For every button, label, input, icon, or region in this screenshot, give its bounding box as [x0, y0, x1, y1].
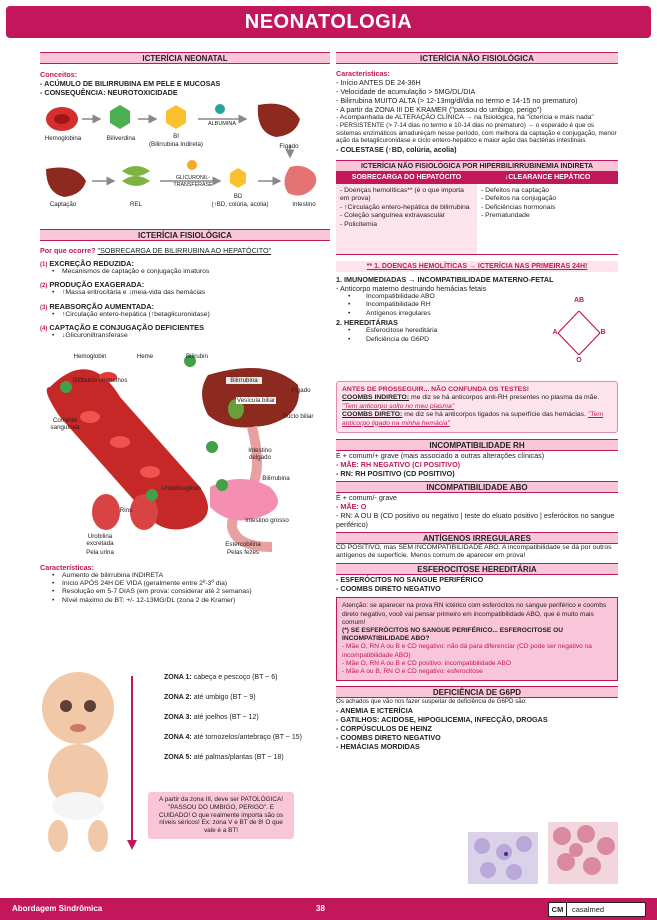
irreg-line-1: CD POSITIVO, mas SEM INCOMPATIBILIDADE ABO. A incompatibilidade se dá por outros antígenos de superfície. Menos comum de aparecer em prova! — [336, 544, 612, 560]
sobrecarga-3: - Coleção sanguínea extravascular — [340, 212, 446, 220]
nao-fisio-line-1: - Início ANTES DE 24-36H — [336, 78, 421, 87]
zone-3: ZONA 3: até joelhos (BT ~ 12) — [164, 714, 259, 721]
diaper-icon — [52, 792, 104, 820]
fisiologica-item-2 — [40, 280, 330, 297]
coombs-box — [336, 381, 618, 433]
hered-item-1: • Esferocitose hereditária — [336, 327, 618, 335]
liver-icon — [258, 104, 300, 137]
heinz-bodies-micrograph — [468, 832, 538, 884]
abo-line-1: É + comum/- grave — [336, 493, 397, 503]
imuno-item-3: • Antígenos irregulares — [336, 310, 618, 318]
fig-bilirrubina2: Bilirrubina — [262, 474, 290, 482]
item-bullet: • ↑Massa eritrocitária e ↓meia-vida das hemácias — [40, 289, 330, 297]
section-heading-nao-fisiologica: ICTERÍCIA NÃO FISIOLÓGICA — [336, 52, 618, 64]
esfero-box-3: - Mãe A ou B, RN O e CD negativo: esferocitose — [342, 668, 483, 676]
fig-estercobilina: Estercobilina — [225, 540, 261, 548]
item-number: (4) — [40, 326, 48, 333]
fig-bilirrubina-tag: Bilirrubina — [226, 377, 262, 384]
item-number: (1) — [40, 262, 48, 268]
item-bullet: • ↓Glicuroniltransferase — [40, 332, 330, 340]
nao-fisio-chars-label: Características: — [336, 69, 390, 78]
fig-hemoglobin: Hemoglobin — [73, 352, 107, 360]
nao-fisio-line-4: - A partir da ZONA III DE KRAMER ("passou do umbigo, perigo") — [336, 105, 542, 114]
fisiologica-item-1 — [40, 259, 330, 276]
g6pd-item-2: - GATILHOS: ACIDOSE, HIPOGLICEMIA, INFECÇÃO, DROGAS — [336, 714, 548, 724]
bite-cells-micrograph — [548, 822, 618, 884]
label-intestino: Intestino — [292, 201, 316, 208]
section-heading-fisiologica: ICTERÍCIA FISIOLÓGICA — [40, 229, 330, 241]
esfero-box-question: (*) SE ESFERÓCITOS NO SANGUE PERIFÉRICO... ESFEROCITOSE OU INCOMPATIBILIDADE ABO? — [342, 627, 564, 643]
rel-icon — [122, 166, 150, 186]
label-bi-sub: (Bilirrubina Indireta) — [149, 141, 203, 148]
nao-fisio-line-3: - Bilirrubina MUITO ALTA (> 12-13mg/dl/dia no termo e 14-15 no prematuro) — [336, 96, 578, 105]
section-heading-hiperbili: ICTERÍCIA NÃO FISIOLÓGICA POR HIPERBILIRRUBINEMIA INDIRETA — [336, 160, 618, 172]
fig-urobilina: Urobilina excretada — [86, 532, 114, 547]
baby-illustration — [28, 668, 148, 858]
item-title: PRODUÇÃO EXAGERADA: — [49, 280, 145, 290]
abo-label-a: A — [552, 328, 558, 336]
why-label: Por que ocorre? — [40, 246, 96, 255]
section-heading-rh: INCOMPATIBILIDADE RH — [336, 439, 618, 451]
fig-ducto: Ducto biliar — [282, 412, 314, 420]
col-clearance-head: ↓CLEARANCE HEPÁTICO — [477, 172, 618, 184]
why-answer: "SOBRECARGA DE BILIRRUBINA AO HEPATÓCITO" — [97, 246, 272, 255]
abo-line-2: - MÃE: O — [336, 502, 367, 512]
abo-label-ab: AB — [573, 296, 585, 304]
fig-heme: Heme — [136, 352, 154, 360]
fig-intestino-grosso: Intestino grosso — [245, 516, 289, 524]
fisio-char-3: • Resolução em 5-7 DIAS (em prova: considerar até 2 semanas) — [40, 588, 330, 596]
concept-1: - ACÚMULO DE BILIRRUBINA EM PELE E MUCOSAS — [40, 79, 221, 88]
brand-name: casalmed — [572, 905, 605, 914]
kramer-callout: A partir da zona III, deve ser PATOLÓGICA! "PASSOU DO UMBIGO, PERIGO". E CUIDADO! O que realmente importa são os níveis séricos! Ex: zona V e BT de 8! O que vale é a BT! — [148, 792, 294, 839]
fig-pelas-fezes: Pelas fezes — [227, 548, 259, 556]
section-heading-abo: INCOMPATIBILIDADE ABO — [336, 481, 618, 493]
g6pd-item-1: - ANEMIA E ICTERÍCIA — [336, 705, 413, 715]
sobrecarga-2: - ↑Circulação entero-hepática de bilirrubina — [340, 203, 470, 211]
item-bullet: • ↑Circulação entero-hepática (↑betaglicuronidase) — [40, 311, 330, 319]
footer-section-label: Abordagem Sindrômica — [12, 904, 103, 913]
nao-fisio-line-2: - Velocidade de acumulação > 5MG/DL/DIA — [336, 87, 476, 96]
g6pd-item-3: - CORPÚSCULOS DE HEINZ — [336, 723, 432, 733]
nao-fisio-line-7: - COLESTASE (↑BD, colúria, acolia) — [336, 144, 457, 154]
concept-2: - CONSEQUÊNCIA: NEUROTOXICIDADE — [40, 88, 178, 97]
intestine-icon — [284, 166, 316, 196]
label-biliverdina: Biliverdina — [106, 135, 136, 142]
g6pd-item-5: - HEMÁCIAS MORDIDAS — [336, 741, 420, 751]
item-bullet: • Mecanismos de captação e conjugação imaturos — [40, 268, 330, 276]
fig-urobilinogenio: Urobilinogênio — [161, 484, 201, 492]
label-bi: BI — [173, 133, 179, 140]
baby-head-icon — [42, 672, 114, 744]
coombs-direto-quote: "Tem anticorpo ligado na minha hemácia" — [342, 411, 604, 427]
left-column — [40, 52, 330, 605]
albumin-icon — [215, 104, 225, 114]
coombs-direto-text: me diz se há anticorpos ligados na superfície das hemácias. — [404, 411, 586, 419]
nao-fisio-line-6: - PERSISTENTE (> 7-14 dias no termo e 10-14 dias no prematuro) → o esperado é que os sistemas enzimáticos amadureçam nesse período, com melhora da captação e conjugação, menor ação da betaglicuronidase e ciclo entero-hepático e maior ação das bactérias intestinais — [336, 122, 617, 145]
esfero-line-1: - ESFERÓCITOS NO SANGUE PERIFÉRICO — [336, 575, 484, 585]
metabolism-illustration — [40, 101, 330, 229]
hered-item-2: • Deficiência de G6PD — [336, 336, 618, 344]
sobrecarga-1: - Doenças hemolíticas** (é o que importa em prova) — [340, 186, 464, 203]
zone-5: ZONA 5: até palmas/plantas (BT ~ 18) — [164, 754, 284, 761]
bilirubin-metabolism-diagram — [40, 101, 330, 229]
step-5-badge — [216, 479, 228, 491]
glucuronyl-icon — [187, 160, 197, 170]
biliverdin-icon — [110, 105, 130, 129]
label-bd-sub: (↑BD, colúria, acolia) — [211, 201, 269, 208]
coombs-indireto-text: me diz se há anticorpos anti-RH presentes no plasma da mãe. — [410, 394, 600, 402]
blood-vessel-icon — [47, 369, 208, 529]
page-number: 38 — [316, 904, 325, 913]
rh-line-3: - RN: RH POSITIVO (CD POSITIVO) — [336, 469, 455, 479]
bilirubin-direct-icon — [230, 168, 246, 188]
imuno-title: 1. IMUNOMEDIADAS → INCOMPATIBILIDADE MATERNO-FETAL — [336, 274, 554, 284]
label-bd: BD — [233, 193, 243, 200]
right-column — [336, 52, 618, 751]
item-title: CAPTAÇÃO E CONJUGAÇÃO DEFICIENTES — [49, 323, 205, 333]
g6pd-item-4: - COOMBS DIRETO NEGATIVO — [336, 732, 441, 742]
fisio-char-1: • Aumento de bilirrubina INDIRETA — [40, 572, 330, 580]
fisio-char-2: • Início APÓS 24H DE VIDA (geralmente entre 2º-3º dia) — [40, 580, 330, 588]
label-rel: REL — [129, 201, 143, 208]
coombs-title: ANTES DE PROSSEGUIR... NÃO CONFUNDA OS TESTES! — [342, 385, 530, 393]
fisiologica-item-3 — [40, 302, 330, 319]
imuno-item-2: • Incompatibilidade RH — [336, 301, 618, 309]
bilirubin-cycle-figure — [40, 347, 330, 557]
label-captacao: Captação — [49, 201, 77, 208]
anticorpo-line: - Anticorpo materno destruindo hemácias fetais — [336, 283, 487, 293]
abo-label-o: O — [576, 356, 582, 364]
zone-2: ZONA 2: até umbigo (BT ~ 9) — [164, 694, 256, 701]
label-glicuronil: GLICURONIL- TRANSFERASE — [173, 175, 213, 188]
zone-1: ZONA 1: cabeça e pescoço (BT ~ 6) — [164, 674, 278, 681]
bilirubin-indirect-icon — [166, 105, 186, 129]
fig-vesicula: Vesícula biliar — [236, 396, 276, 404]
section-heading-neonatal: ICTERÍCIA NEONATAL — [40, 52, 330, 64]
section-heading-g6pd: DEFICIÊNCIA DE G6PD — [336, 686, 618, 698]
fisio-chars-label: Características: — [40, 562, 94, 572]
esfero-line-2: - COOMBS DIRETO NEGATIVO — [336, 584, 441, 594]
item-number: (3) — [40, 304, 48, 311]
rh-line-2: - MÃE: RH NEGATIVO (CI POSITIVO) — [336, 460, 461, 470]
label-albumina: ALBUMINA — [207, 121, 237, 127]
imuno-item-1: • Incompatibilidade ABO — [336, 293, 618, 301]
fig-figado: Fígado — [291, 386, 311, 394]
hemoliticas-section — [336, 261, 618, 377]
esfero-box-intro: Atenção: se aparecer na prova RN ictérico com esferócitos no sangue periférico e coombs direto negativo, você vai pensar primeiro em incompatibilidade ABO, que é muito mais comum! — [342, 602, 607, 626]
item-number: (2) — [40, 283, 48, 290]
fig-bilirubin: Bilirubin — [185, 352, 208, 360]
liver-captacao-icon — [46, 168, 86, 198]
hered-title: 2. HEREDITÁRIAS — [336, 318, 398, 328]
nao-fisio-line-5: - Acompanhada de ALTERAÇÃO CLÍNICA → na fisiológica, há "icterícia e mais nada" — [336, 114, 594, 121]
brand-cm: CM — [549, 903, 567, 916]
rh-line-1: É + comum/+ grave (mais associado a outras alterações clínicas) — [336, 451, 545, 461]
brand-logo — [548, 902, 646, 917]
clearance-3: - Deficiências hormonais — [481, 203, 556, 211]
fisio-char-4: • Nível máximo de BT: +/- 12-13MG/DL (zona 2 de Kramer) — [40, 597, 330, 605]
page-title: NEONATOLOGIA — [6, 6, 651, 38]
label-figado: Fígado — [279, 143, 299, 150]
fig-rins: Rins — [119, 506, 133, 514]
step-3-badge-a — [206, 441, 218, 453]
abo-line-3: - RN: A OU B (CD positivo ou negativo | teste do eluato positivo | esferócitos no sangue periférico) — [336, 511, 615, 530]
sobrecarga-4: - Policitemia — [340, 220, 378, 228]
zone-4: ZONA 4: até tornozelos/antebraço (BT ~ 15) — [164, 734, 302, 741]
clearance-4: - Prematuridade — [481, 212, 530, 220]
fig-pela-urina: Pela urina — [86, 548, 114, 556]
label-hemoglobina: Hemoglobina — [44, 135, 82, 142]
col-sobrecarga-head: SOBRECARGA DO HEPATÓCITO — [336, 172, 477, 184]
fisiologica-item-4 — [40, 323, 330, 340]
esfero-box-1: - Mãe O, RN A ou B e CD negativo: não dá para diferenciar (CD pode ser negativo na incompatibilidade ABO) — [342, 643, 592, 659]
coombs-indireto-quote: "Tem anticorpo solto no meu plasma" — [342, 402, 455, 410]
kramer-zones — [164, 674, 304, 774]
fig-corrente: Corrente sanguínea — [50, 416, 80, 431]
fig-globulos: Glóbulos vermelhos — [72, 376, 128, 384]
clearance-1: - Defeitos na captação — [481, 186, 550, 194]
hiperbili-table — [336, 172, 618, 255]
clearance-2: - Defeitos na conjugação — [481, 195, 557, 203]
fig-intestino-delgado: Intestino delgado — [248, 446, 272, 461]
section-heading-irregulares: ANTÍGENOS IRREGULARES — [336, 532, 618, 544]
esfero-box-2: - Mãe O, RN A ou B e CD positivo: incompatibilidade ABO — [342, 659, 511, 667]
coombs-indireto-label: COOMBS INDIRETO: — [342, 394, 410, 402]
g6pd-intro: Os achados que vão nos fazer suspeitar de deficiência de G6PD são: — [336, 698, 527, 706]
item-title: EXCREÇÃO REDUZIDA: — [49, 259, 134, 268]
abo-label-b: B — [600, 328, 606, 336]
item-title: REABSORÇÃO AUMENTADA: — [49, 301, 155, 311]
hemoliticas-banner: ** 1. DOENÇAS HEMOLÍTICAS → ICTERÍCIA NAS PRIMEIRAS 24H! — [336, 261, 618, 272]
concepts-label: Conceitos: — [40, 70, 78, 79]
coombs-direto-label: COOMBS DIRETO: — [342, 411, 403, 419]
section-heading-esferocitose: ESFEROCITOSE HEREDITÁRIA — [336, 563, 618, 575]
esfero-attention-box — [336, 597, 618, 681]
